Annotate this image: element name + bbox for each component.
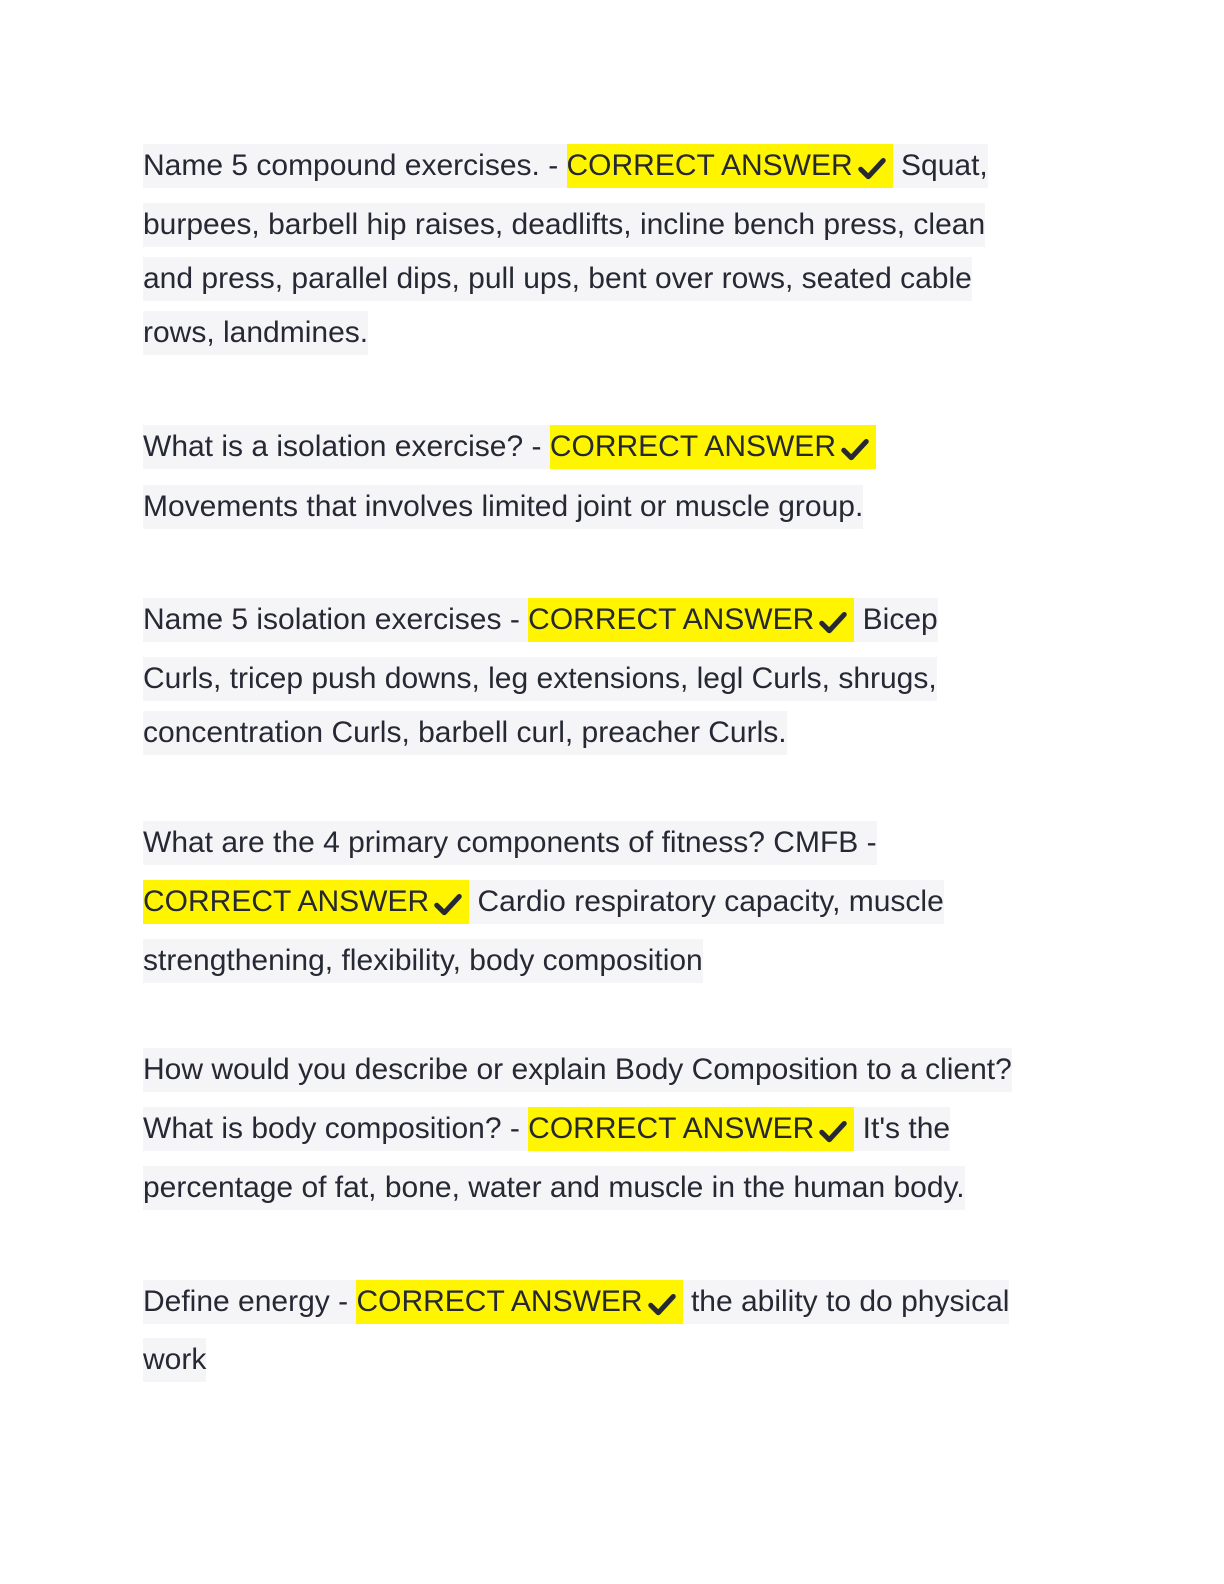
question-text: Define energy - [143, 1280, 356, 1324]
correct-answer-label: CORRECT ANSWER [356, 1285, 643, 1318]
qa-line [143, 657, 937, 701]
correct-answer-label: CORRECT ANSWER [549, 430, 836, 463]
qa-line [143, 1280, 1009, 1324]
correct-answer-highlight [143, 880, 469, 924]
qa-line [143, 1107, 950, 1151]
correct-answer-highlight [528, 598, 854, 642]
checkmark-icon [818, 607, 848, 637]
correct-answer-highlight [528, 1107, 854, 1151]
answer-text: It's the [854, 1107, 950, 1151]
answer-text: burpees, barbell hip raises, deadlifts, incline bench press, clean [143, 203, 985, 247]
checkmark-icon [647, 1289, 677, 1319]
answer-text: Movements that involves limited joint or muscle group. [143, 485, 863, 529]
question-text: What are the 4 primary components of fitness? CMFB - [143, 821, 877, 865]
checkmark-icon [818, 1116, 848, 1146]
qa-line [143, 144, 988, 188]
answer-text: Bicep [854, 598, 937, 642]
answer-text: the ability to do physical [683, 1280, 1010, 1324]
qa-line [143, 485, 863, 529]
qa-line [143, 939, 703, 983]
correct-answer-label: CORRECT ANSWER [566, 149, 853, 182]
answer-text: Squat, [893, 144, 988, 188]
answer-text: work [143, 1338, 206, 1382]
qa-line [143, 821, 877, 865]
correct-answer-highlight [550, 425, 876, 469]
qa-line [143, 598, 938, 642]
correct-answer-highlight [567, 144, 893, 188]
checkmark-icon [840, 434, 870, 464]
question-text: What is body composition? - [143, 1107, 528, 1151]
question-text: Name 5 compound exercises. - [143, 144, 567, 188]
qa-line [143, 1166, 965, 1210]
qa-line [143, 311, 368, 355]
qa-line [143, 880, 944, 924]
answer-text: and press, parallel dips, pull ups, bent over rows, seated cable [143, 257, 972, 301]
qa-line [143, 425, 876, 469]
qa-line [143, 203, 985, 247]
correct-answer-highlight [356, 1280, 682, 1324]
question-text: How would you describe or explain Body Composition to a client? [143, 1048, 1012, 1092]
qa-line [143, 711, 787, 755]
checkmark-icon [857, 153, 887, 183]
qa-line [143, 1048, 1012, 1092]
answer-text: Cardio respiratory capacity, muscle [469, 880, 944, 924]
question-text: Name 5 isolation exercises - [143, 598, 528, 642]
answer-text: strengthening, flexibility, body composition [143, 939, 703, 983]
answer-text: concentration Curls, barbell curl, preacher Curls. [143, 711, 787, 755]
question-text: What is a isolation exercise? - [143, 425, 550, 469]
qa-line [143, 257, 972, 301]
answer-text: rows, landmines. [143, 311, 368, 355]
checkmark-icon [433, 889, 463, 919]
correct-answer-label: CORRECT ANSWER [528, 1112, 815, 1145]
qa-line [143, 1338, 206, 1382]
correct-answer-label: CORRECT ANSWER [528, 603, 815, 636]
answer-text: percentage of fat, bone, water and muscle in the human body. [143, 1166, 965, 1210]
correct-answer-label: CORRECT ANSWER [143, 885, 430, 918]
answer-text: Curls, tricep push downs, leg extensions, legl Curls, shrugs, [143, 657, 937, 701]
